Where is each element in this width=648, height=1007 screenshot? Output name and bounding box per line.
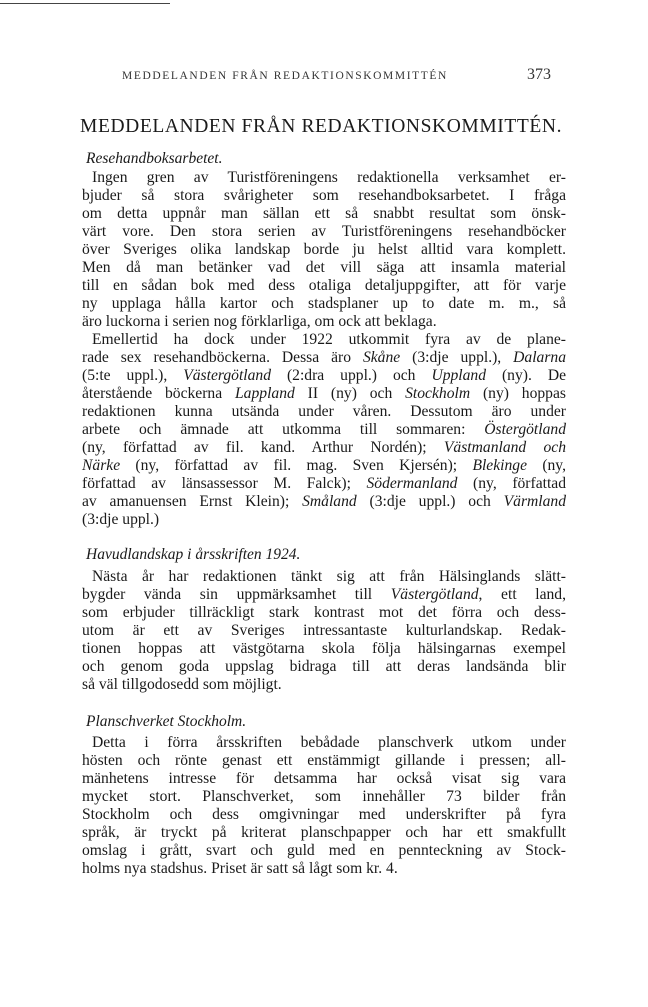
body-text: (3:dje uppl.) och (356, 493, 504, 510)
body-text: utom är ett av Sveriges intressantaste kulturlandskap. Redak- (82, 622, 566, 639)
text-line (82, 860, 566, 878)
text-line (82, 475, 566, 493)
text-line (82, 568, 566, 586)
body-text: (5:te uppl.), (82, 367, 184, 384)
text-line (82, 367, 566, 385)
section-body (82, 169, 566, 529)
body-text: rade sex resehandböckerna. Dessa äro (82, 349, 363, 366)
text-line (82, 169, 566, 187)
body-text: återstående böckerna (82, 385, 235, 402)
body-text: författad av länsassessor M. Falck); (82, 475, 367, 492)
text-line (82, 313, 566, 331)
italic-text: Stockholm (405, 385, 471, 402)
italic-text: Blekinge (472, 457, 527, 474)
text-line (82, 457, 566, 475)
italic-text: Närke (82, 457, 121, 474)
page-title: MEDDELANDEN FRÅN REDAKTIONSKOMMITTÉN. (80, 116, 563, 137)
running-head: MEDDELANDEN FRÅN REDAKTIONSKOMMITTÉN (122, 70, 448, 82)
text-line (82, 752, 566, 770)
text-line (82, 493, 566, 511)
body-text: ny upplaga hålla kartor och stadsplaner up to date m. m., så (82, 295, 566, 312)
section-heading: Resehandboksarbetet. (86, 150, 223, 167)
body-text: (ny) hoppas (470, 385, 566, 402)
body-text: värt vore. Den stora serien av Turistföreningens resehandböcker (82, 223, 566, 240)
italic-text: Uppland (431, 367, 487, 384)
text-line (82, 842, 566, 860)
body-text: (3:dje uppl.), (400, 349, 514, 366)
italic-text: Skåne (362, 349, 401, 366)
body-text: II (ny) och (294, 385, 406, 402)
body-text: till en sådan bok med dess otaliga detaljuppgifter, att för varje (82, 277, 566, 294)
section-body (82, 734, 566, 878)
body-text: av amanuensen Ernst Klein); (82, 493, 303, 510)
italic-text: Södermanland (366, 475, 458, 492)
text-line (82, 349, 566, 367)
text-line (82, 824, 566, 842)
text-line (82, 640, 566, 658)
scan-edge-rule (0, 3, 170, 4)
italic-text: Småland (302, 493, 357, 510)
italic-text: Västergötland (183, 367, 272, 384)
text-line (82, 205, 566, 223)
text-line (82, 277, 566, 295)
italic-text: Dalarna (513, 349, 566, 366)
italic-text: Lappland (235, 385, 295, 402)
body-text: , ett land, (478, 586, 567, 603)
italic-text: Värmland (503, 493, 566, 510)
body-text: och genom goda uppslag bidraga till att deras landsända blir (82, 658, 566, 675)
body-text: (ny, (527, 457, 566, 474)
text-line (82, 658, 566, 676)
body-text: Nästa år har redaktionen tänkt sig att från Hälsinglands slätt- (92, 568, 566, 585)
body-text: bygder vända sin uppmärksamhet till (82, 586, 391, 603)
text-line (82, 676, 566, 694)
text-line (82, 385, 566, 403)
body-text: mycket stort. Planschverket, som innehåller 73 bilder från (82, 788, 566, 805)
text-line (82, 770, 566, 788)
body-text: Stockholm och dess omgivningar med underskrifter på fyra (82, 806, 566, 823)
text-line (82, 806, 566, 824)
body-text: så väl tillgodosedd som möjligt. (82, 676, 282, 693)
body-text: om detta uppnår man sällan ett så snabbt resultat som önsk- (82, 205, 566, 222)
body-text: (ny, författad av fil. mag. Sven Kjersén); (120, 457, 473, 474)
body-text: holms nya stadshus. Priset är satt så lågt som kr. 4. (82, 860, 398, 877)
text-line (82, 241, 566, 259)
page-number: 373 (527, 66, 551, 83)
text-line (82, 734, 566, 752)
body-text: (ny, författad (457, 475, 566, 492)
body-text: Detta i förra årsskriften bebådade planschverk utkom under (92, 734, 566, 751)
text-line (82, 295, 566, 313)
body-text: (ny). De (486, 367, 567, 384)
section-heading: Planschverket Stockholm. (86, 713, 247, 730)
body-text: bjuder så stora svårigheter som resehandboksarbetet. I fråga (82, 187, 566, 204)
body-text: Ingen gren av Turistföreningens redaktionella verksamhet er- (92, 169, 566, 186)
text-line (82, 622, 566, 640)
body-text: Emellertid ha dock under 1922 utkommit fyra av de plane- (92, 331, 566, 348)
text-line (82, 259, 566, 277)
text-line (82, 439, 566, 457)
body-text: arbete och ämnade att utkomma till sommaren: (82, 421, 485, 438)
text-line (82, 511, 566, 529)
italic-text: Västergötland (390, 586, 479, 603)
text-line (82, 604, 566, 622)
body-text: som erbjuder tillräckligt stark kontrast mot det förra och dess- (82, 604, 566, 621)
body-text: äro luckorna i serien nog förklarliga, om ock att beklaga. (82, 313, 437, 330)
italic-text: Västmanland och (443, 439, 566, 456)
text-line (82, 187, 566, 205)
section-heading: Havudlandskap i årsskriften 1924. (86, 546, 301, 563)
section-body (82, 568, 566, 694)
body-text: tionen hoppas att västgötarna skola följa hälsingarnas exempel (82, 640, 566, 657)
body-text: hösten och rönte genast ett enstämmigt gillande i pressen; all- (82, 752, 566, 769)
text-line (82, 586, 566, 604)
body-text: över Sveriges olika landskap borde ju helst alltid vara komplett. (82, 241, 566, 258)
text-line (82, 331, 566, 349)
italic-text: Östergötland (484, 421, 566, 438)
text-line (82, 403, 566, 421)
body-text: Men då man betänker vad det vill säga att insamla material (82, 259, 566, 276)
body-text: (3:dje uppl.) (82, 511, 160, 528)
body-text: (2:dra uppl.) och (271, 367, 432, 384)
body-text: omslag i grått, svart och guld med en pennteckning av Stock- (82, 842, 566, 859)
text-line (82, 223, 566, 241)
body-text: språk, är tryckt på kriterat planschpapper och har ett smakfullt (82, 824, 566, 841)
body-text: mänhetens intresse för detsamma har också visat sig vara (82, 770, 566, 787)
text-line (82, 788, 566, 806)
body-text: redaktionen kunna utsända under våren. Dessutom äro under (82, 403, 566, 420)
text-line (82, 421, 566, 439)
body-text: (ny, författad av fil. kand. Arthur Nordén); (82, 439, 444, 456)
